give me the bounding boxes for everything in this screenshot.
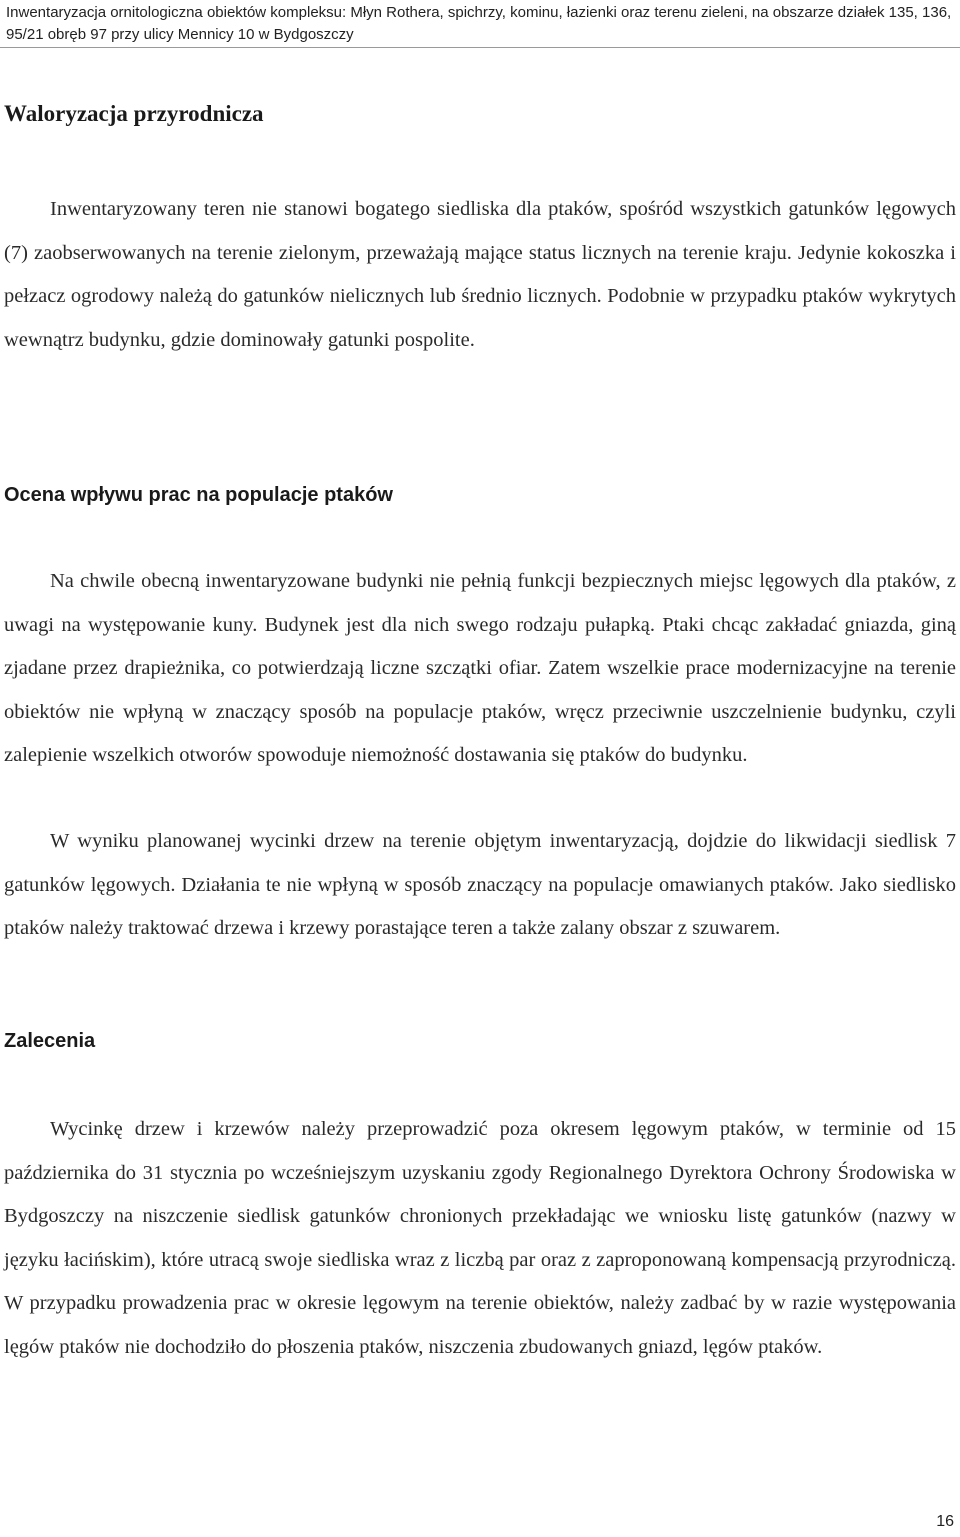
header-divider <box>0 47 960 48</box>
running-header: Inwentaryzacja ornitologiczna obiektów kompleksu: Młyn Rothera, spichrzy, kominu, łazienki oraz terenu zieleni, na obszarze działek 135, 136, 95/21 obręb 97 przy ulicy Mennicy 10 w Bydgoszczy <box>6 4 952 43</box>
paragraph-ocena-wplywu-2: W wyniku planowanej wycinki drzew na terenie objętym inwentaryzacją, dojdzie do likwidacji siedlisk 7 gatunków lęgowych. Działania te nie wpłyną w sposób znaczący na populacje omawianych ptaków. Jako siedlisko ptaków należy traktować drzewa i krzewy porastające teren a także zalany obszar z szuwarem. <box>4 830 956 939</box>
section-heading-waloryzacja: Waloryzacja przyrodnicza <box>4 101 264 126</box>
page-number: 16 <box>936 1513 954 1530</box>
section-heading-ocena-wplywu: Ocena wpływu prac na populacje ptaków <box>4 484 393 506</box>
section-heading-zalecenia: Zalecenia <box>4 1030 96 1052</box>
paragraph-ocena-wplywu-1: Na chwile obecną inwentaryzowane budynki nie pełnią funkcji bezpiecznych miejsc lęgowych dla ptaków, z uwagi na występowanie kuny. Budynek jest dla nich swego rodzaju pułapką. Ptaki chcąc zakładać gniazda, giną zjadane przez drapieżnika, co potwierdzają liczne szczątki ofiar. Zatem wszelkie prace modernizacyjne na terenie obiektów nie wpłyną w znaczący sposób na populacje ptaków, wręcz przeciwnie uszczelnienie budynku, czyli zalepienie wszelkich otworów spowoduje niemożność dostawania się ptaków do budynku. <box>4 570 956 766</box>
paragraph-waloryzacja: Inwentaryzowany teren nie stanowi bogatego siedliska dla ptaków, spośród wszystkich gatunków lęgowych (7) zaobserwowanych na terenie zielonym, przeważają mające status licznych na terenie kraju. Jedynie kokoszka i pełzacz ogrodowy należą do gatunków nielicznych lub średnio licznych. Podobnie w przypadku ptaków wykrytych wewnątrz budynku, gdzie dominowały gatunki pospolite. <box>4 198 956 351</box>
paragraph-zalecenia: Wycinkę drzew i krzewów należy przeprowadzić poza okresem lęgowym ptaków, w terminie od 15 października do 31 stycznia po wcześniejszym uzyskaniu zgody Regionalnego Dyrektora Ochrony Środowiska w Bydgoszczy na niszczenie siedlisk gatunków chronionych przekładając we wniosku listę gatunków (nazwy w języku łacińskim), które utracą swoje siedliska wraz z liczbą par oraz z zaproponowaną kompensacją przyrodniczą. W przypadku prowadzenia prac w okresie lęgowym na terenie obiektów, należy zadbać by w razie występowania lęgów ptaków nie dochodziło do płoszenia ptaków, niszczenia zbudowanych gniazd, lęgów ptaków. <box>4 1118 956 1358</box>
